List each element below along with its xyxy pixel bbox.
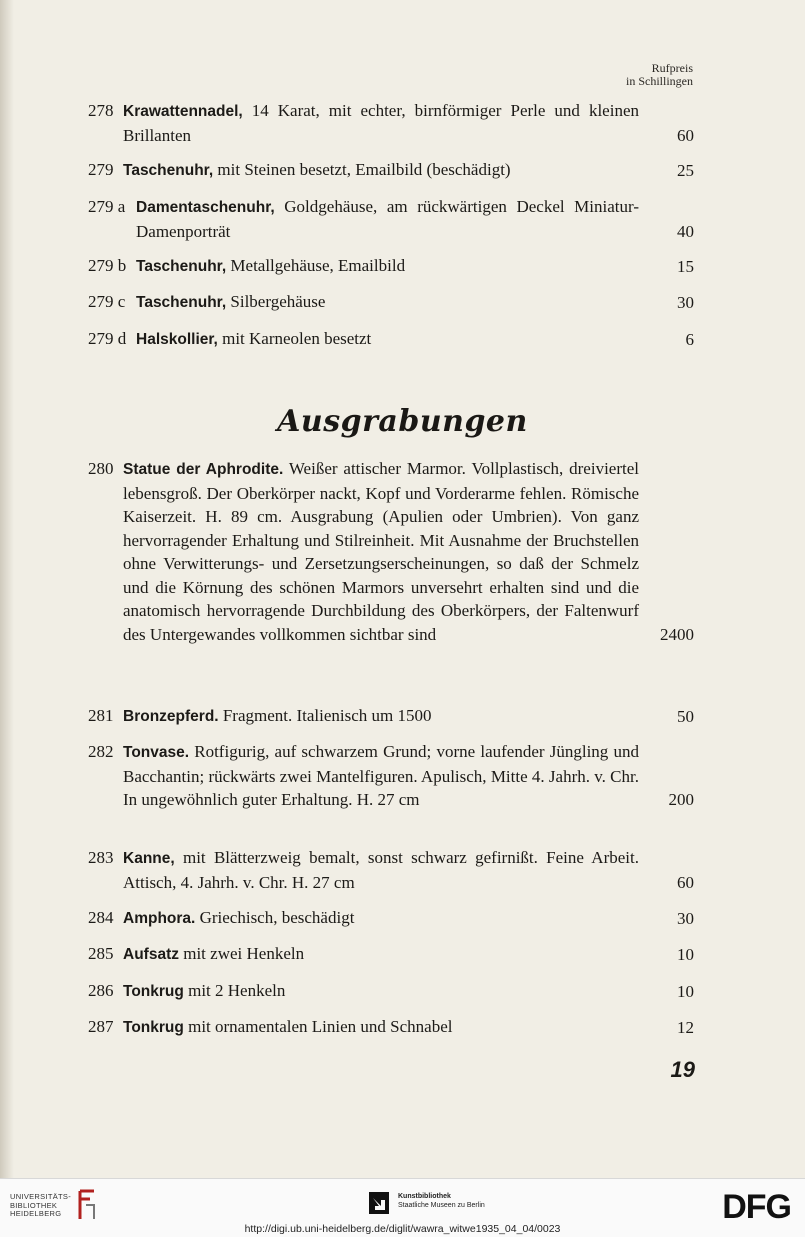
lot-title: Amphora. — [123, 910, 196, 927]
lot-title: Aufsatz — [123, 946, 179, 963]
lot-price: 30 — [677, 909, 694, 928]
lot-text: mit ornamentalen Linien und Schnabel — [183, 1017, 453, 1036]
lot-description — [123, 99, 639, 147]
lot-description — [123, 846, 639, 894]
lot-title: Taschenuhr, — [123, 162, 214, 179]
kb-line-2: Staatliche Museen zu Berlin — [398, 1202, 485, 1209]
lot-text: Fragment. Italienisch um 1500 — [218, 706, 432, 725]
page-number: 19 — [670, 1057, 695, 1082]
lot-283 — [88, 846, 694, 894]
lot-title: Tonkrug — [123, 983, 184, 1000]
lot-description — [123, 906, 639, 931]
lot-text: mit zwei Henkeln — [178, 944, 305, 963]
university-logo-icon[interactable] — [76, 1189, 98, 1221]
lot-title: Taschenuhr, — [136, 294, 227, 311]
lot-price: 12 — [677, 1018, 694, 1037]
university-library-label[interactable] — [10, 1193, 71, 1219]
lot-description — [136, 290, 639, 315]
lot-number: 279 c — [88, 292, 126, 311]
lot-number: 279 a — [88, 197, 126, 216]
lot-price: 200 — [668, 790, 694, 809]
permalink-url[interactable]: http://digi.ub.uni-heidelberg.de/diglit/wawra_witwe1935_04_04/0023 — [244, 1223, 561, 1235]
lot-price: 60 — [677, 125, 694, 145]
lot-text: mit Blätterzweig bemalt, sonst schwarz gefirnißt. Feine Arbeit. Attisch, 4. Jahrh. v. Chr. H. 27 cm — [123, 848, 639, 892]
lot-282 — [88, 740, 694, 812]
page-edge-shadow — [0, 0, 14, 1178]
lot-number: 281 — [88, 706, 114, 725]
lot-279d — [88, 327, 694, 352]
lot-285 — [88, 942, 694, 967]
lot-title: Bronzepferd. — [123, 708, 219, 725]
dfg-logo[interactable]: DFG — [722, 1188, 791, 1226]
lot-286 — [88, 979, 694, 1004]
lot-price: 30 — [677, 293, 694, 312]
lot-price: 10 — [677, 945, 694, 964]
lot-title: Statue der Aphrodite. — [123, 461, 284, 478]
lot-description — [136, 254, 639, 279]
lot-price: 25 — [677, 161, 694, 180]
lot-description — [136, 195, 639, 243]
uni-line-2: BIBLIOTHEK — [10, 1200, 58, 1210]
kb-line-1: Kunstbibliothek — [398, 1193, 451, 1200]
lot-title: Tonkrug — [123, 1019, 184, 1036]
lot-number: 280 — [88, 459, 114, 478]
lot-description — [136, 327, 639, 352]
lot-number: 282 — [88, 742, 114, 761]
lot-text: Silbergehäuse — [226, 292, 326, 311]
lot-description — [123, 942, 639, 967]
lot-text: Metallgehäuse, Emailbild — [226, 256, 406, 275]
lot-text: mit Karneolen besetzt — [217, 329, 372, 348]
kunstbibliothek-label[interactable] — [398, 1192, 485, 1210]
lot-279b — [88, 254, 694, 279]
kunstbibliothek-logo-icon[interactable] — [369, 1192, 389, 1214]
lot-text: mit 2 Henkeln — [183, 981, 286, 1000]
lot-text: Goldgehäuse, am rückwärtigen Deckel Miniatur-Damenporträt — [136, 197, 639, 241]
lot-number: 284 — [88, 908, 114, 927]
lot-description — [123, 1015, 639, 1040]
lot-281 — [88, 704, 694, 729]
lot-price: 6 — [685, 330, 694, 349]
lot-title: Kanne, — [123, 850, 175, 867]
lot-title: Tonvase. — [123, 744, 190, 761]
lot-text: mit Steinen besetzt, Emailbild (beschädigt) — [213, 160, 511, 179]
lot-title: Krawattennadel, — [123, 103, 243, 120]
uni-line-3: HEIDELBERG — [10, 1209, 62, 1218]
lot-title: Damentaschenuhr, — [136, 199, 275, 216]
lot-description — [123, 457, 639, 646]
lot-280 — [88, 457, 694, 646]
lot-number: 278 — [88, 101, 114, 120]
lot-description — [123, 979, 639, 1004]
uni-line-1: UNIVERSITÄTS- — [10, 1192, 71, 1201]
lot-title: Halskollier, — [136, 331, 218, 348]
lot-description — [123, 740, 639, 812]
lot-number: 279 b — [88, 256, 127, 275]
lot-description — [123, 704, 639, 729]
lot-price: 2400 — [660, 624, 694, 644]
header-line-1: Rufpreis — [651, 61, 693, 75]
lot-price: 10 — [677, 982, 694, 1001]
lot-price: 40 — [677, 221, 694, 241]
lot-278 — [88, 99, 694, 147]
lot-price: 15 — [677, 257, 694, 276]
lot-description — [123, 158, 639, 183]
lot-287 — [88, 1015, 694, 1040]
lot-279 — [88, 158, 694, 183]
lot-price: 50 — [677, 707, 694, 726]
lot-text: Rotfigurig, auf schwarzem Grund; vorne laufender Jüngling und Bacchantin; rückwärts zwei Mantelfiguren. Apulisch, Mitte 4. Jahrh. v. Chr. In ungewöhnlich guter Erhaltung. H. 27 cm — [123, 742, 639, 809]
lot-number: 285 — [88, 944, 114, 963]
viewer-footer — [0, 1178, 805, 1237]
price-column-header — [626, 62, 693, 88]
lot-text: Griechisch, beschädigt — [195, 908, 355, 927]
lot-price: 60 — [677, 872, 694, 892]
lot-284 — [88, 906, 694, 931]
lot-279c — [88, 290, 694, 315]
lot-title: Taschenuhr, — [136, 258, 227, 275]
section-heading: Ausgrabungen — [277, 404, 528, 439]
lot-number: 287 — [88, 1017, 114, 1036]
lot-number: 283 — [88, 848, 114, 867]
lot-number: 279 d — [88, 329, 127, 348]
header-line-2: in Schillingen — [626, 74, 693, 88]
lot-number: 286 — [88, 981, 114, 1000]
lot-text: Weißer attischer Marmor. Vollplastisch, dreiviertel lebensgroß. Der Oberkörper nackt, Kopf und Vorderarme fehlen. Römische Kaiserzeit. H. 89 cm. Ausgrabung (Apulien oder Umbrien). Von ganz hervorragender Erhaltung und Stilreinheit. Mit Ausnahme der Bruchstellen ohne Verwitterungs- und Zersetzungserscheinungen, so daß der Schmelz und die Körnung des schönen Marmors unversehrt erhalten sind und die anatomisch hervorragende Durchbildung des Oberkörpers, der Faltenwurf des Untergewandes vollkommen sichtbar sind — [123, 459, 639, 644]
lot-text: 14 Karat, mit echter, birnförmiger Perle und kleinen Brillanten — [123, 101, 639, 145]
lot-279a — [88, 195, 694, 243]
lot-number: 279 — [88, 160, 114, 179]
